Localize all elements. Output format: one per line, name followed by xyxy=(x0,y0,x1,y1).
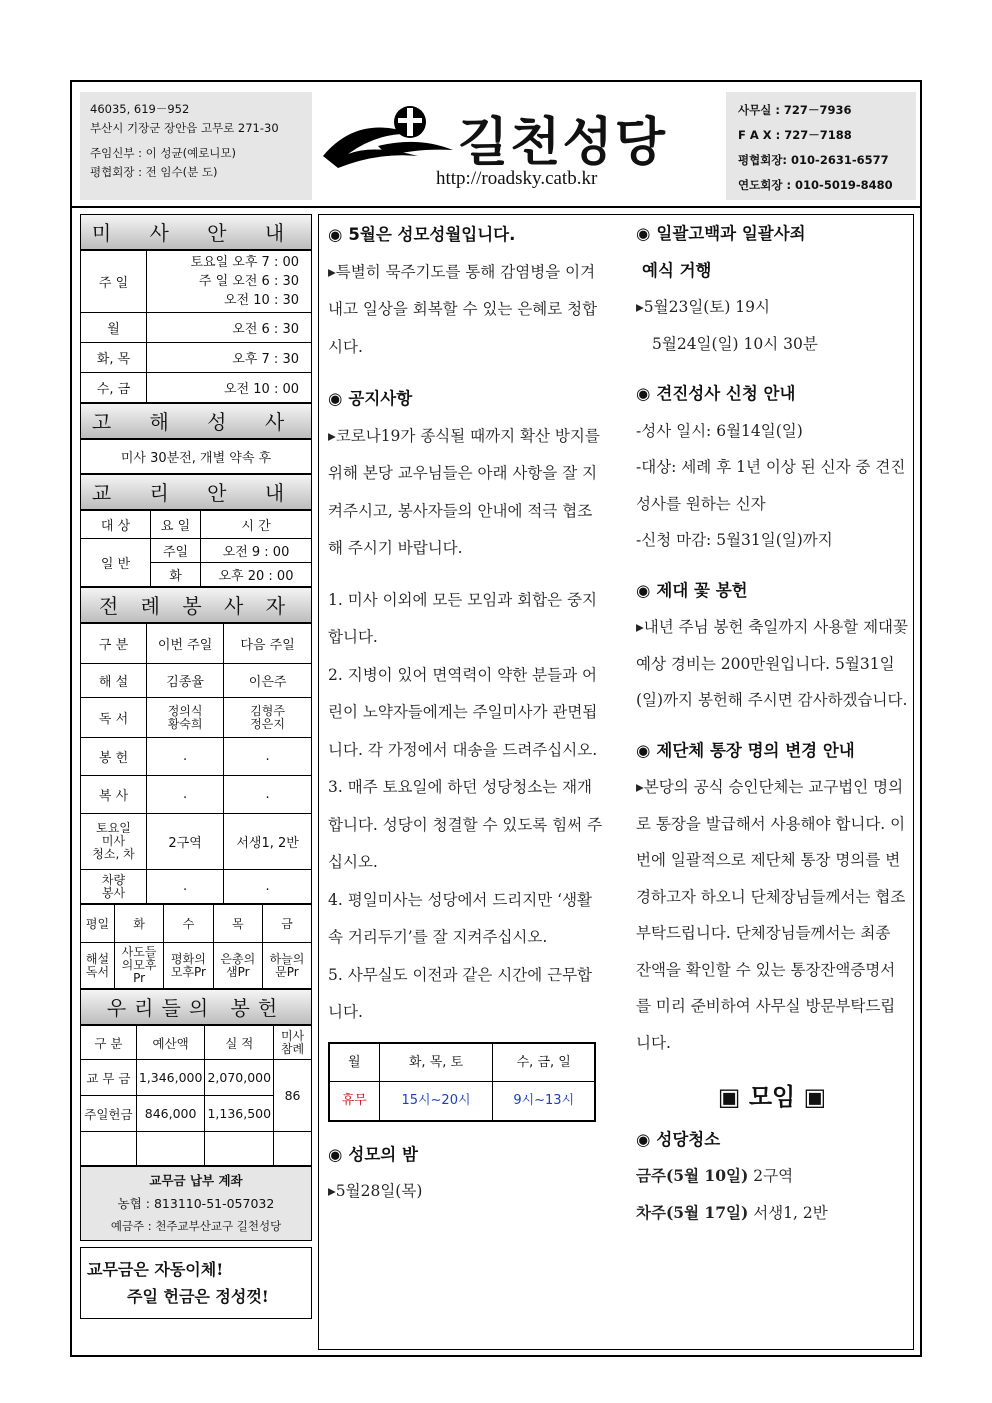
office-closed: 휴무 xyxy=(329,1082,379,1121)
col-header: 요 일 xyxy=(151,511,201,539)
section-body: ▸내년 주님 봉헌 축일까지 사용할 제대꽃 예상 경비는 200만원입니다. 5월31일(일)까지 봉헌해 주시면 감사하겠습니다. xyxy=(636,618,908,709)
cleaning-group: 2구역 xyxy=(748,1167,794,1185)
section-title: 제대 꽃 봉헌 xyxy=(656,580,748,600)
catechism-title: 교 리 안 내 xyxy=(80,474,312,510)
weekday-cell: 은총의 샘Pr xyxy=(213,943,262,989)
next-week: . xyxy=(224,870,312,904)
notice-item: 5. 사무실도 이전과 같은 시간에 근무합니다. xyxy=(328,965,593,1021)
role: 복 사 xyxy=(81,776,147,814)
col-header: 예산액 xyxy=(136,1026,205,1060)
role: 독 서 xyxy=(81,698,147,738)
catechism-table xyxy=(80,510,312,587)
bullet-circle-icon: ◉ xyxy=(636,224,651,243)
offering-label: 교 무 금 xyxy=(81,1060,137,1096)
next-week: 서생1, 2반 xyxy=(224,814,312,870)
section-title: 성당청소 xyxy=(656,1129,721,1149)
catechism-target: 일 반 xyxy=(81,539,151,587)
col-header: 화 xyxy=(115,905,164,943)
bullet-circle-icon: ◉ xyxy=(328,225,343,244)
section-body: ▸특별히 묵주기도를 통해 감염병을 이겨내고 일상을 회복할 수 있는 은혜로 청합시다. xyxy=(328,262,598,356)
section-title: 일괄고백과 일괄사죄 xyxy=(656,224,806,243)
account-holder: 예금주 : 천주교부산교구 길천성당 xyxy=(110,1219,282,1233)
fax: F A X : 727－7188 xyxy=(738,128,852,142)
bullet-circle-icon: ◉ xyxy=(328,389,343,408)
role: 봉 헌 xyxy=(81,738,147,776)
header-right-contacts xyxy=(726,92,916,200)
account-number: 농협 : 813110-51-057032 xyxy=(117,1196,275,1211)
mass-time: 오전 6 : 30 xyxy=(147,313,312,343)
notice-item: 3. 매주 토요일에 하던 성당청소는 재개합니다. 성당이 청결할 수 있도록 힘써 주십시오. xyxy=(328,778,603,871)
catechism-time: 오전 9 : 00 xyxy=(201,539,312,563)
col-header: 목 xyxy=(213,905,262,943)
account-box xyxy=(80,1166,312,1241)
notice-item: 4. 평일미사는 성당에서 드리지만 ‘생활속 거리두기’를 잘 지켜주십시오. xyxy=(328,890,593,946)
bullet-circle-icon: ◉ xyxy=(636,384,651,403)
col-header: 시 간 xyxy=(201,511,312,539)
slogan-box xyxy=(80,1247,312,1319)
confirmation-line: -대상: 세례 후 1년 이상 된 신자 중 견진성사를 원하는 신자 xyxy=(636,458,906,513)
next-week: 김형주 정은지 xyxy=(224,698,312,738)
col-header: 월 xyxy=(329,1043,379,1082)
confirmation-line: -신청 마감: 5월31일(일)까지 xyxy=(636,531,833,549)
next-week: 이은주 xyxy=(224,664,312,698)
offering-actual: 1,136,500 xyxy=(205,1096,274,1132)
office-hours-table xyxy=(328,1042,596,1122)
this-week: . xyxy=(147,738,224,776)
this-week: . xyxy=(147,776,224,814)
this-week: 정의식 황숙희 xyxy=(147,698,224,738)
servers-table xyxy=(80,623,312,904)
weekday-table xyxy=(80,904,312,989)
bullet-circle-icon: ◉ xyxy=(636,740,651,760)
confession-title: 고 해 성 사 xyxy=(80,403,312,439)
mass-day: 수, 금 xyxy=(81,373,147,403)
section-title: 제단체 통장 명의 변경 안내 xyxy=(656,740,855,760)
next-week: . xyxy=(224,738,312,776)
offering-budget: 1,346,000 xyxy=(136,1060,205,1096)
right-column xyxy=(636,216,908,1231)
catechism-day: 주일 xyxy=(151,539,201,563)
cleaning-group: 서생1, 2반 xyxy=(748,1203,828,1222)
offering-label: 주일헌금 xyxy=(81,1096,137,1132)
sat-time: 토요일 오후 7 : 00 xyxy=(190,255,299,270)
schedule-line: ▸5월23일(토) 19시 xyxy=(636,298,771,316)
yeondo-phone: 연도회장 : 010-5019-8480 xyxy=(738,178,893,192)
next-week: . xyxy=(224,776,312,814)
weekday-cell: 평화의 모후Pr xyxy=(164,943,214,989)
notice-intro: ▸코로나19가 종식될 때까지 확산 방지를 위해 본당 교우님들은 아래 사항을 잘 지켜주시고, 봉사자들의 안내에 적극 협조해 주시기 바랍니다. xyxy=(328,426,600,557)
this-week: . xyxy=(147,870,224,904)
bullet-circle-icon: ◉ xyxy=(636,580,651,600)
section-title-cont: 예식 거행 xyxy=(642,260,712,280)
section-title: 5월은 성모성월입니다. xyxy=(348,225,516,244)
offering-budget: 846,000 xyxy=(136,1096,205,1132)
sun-time-1: 주 일 오전 6 : 30 xyxy=(198,274,299,289)
role: 토요일 미사 청소, 차 xyxy=(81,814,147,870)
weekday-label: 해설 독서 xyxy=(81,943,115,989)
col-header: 금 xyxy=(262,905,311,943)
section-title: 성모의 밤 xyxy=(348,1144,418,1164)
mass-day: 월 xyxy=(81,313,147,343)
pastor: 주임신부 : 이 성균(예로니모) xyxy=(90,146,237,160)
section-body: ▸5월28일(목) xyxy=(328,1182,423,1200)
offering-table xyxy=(80,1025,312,1166)
col-header: 수, 금, 일 xyxy=(493,1043,595,1082)
address-line: 부산시 기장군 장안읍 고무로 271-30 xyxy=(90,121,279,135)
mass-day: 화, 목 xyxy=(81,343,147,373)
weekday-cell: 하늘의 문Pr xyxy=(262,943,311,989)
mass-table xyxy=(80,250,312,403)
col-header: 구 분 xyxy=(81,1026,137,1060)
notice-item: 2. 지병이 있어 면역력이 약한 분들과 어린이 노약자들에게는 주일미사가 관면됩니다. 각 가정에서 대송을 드려주십시오. xyxy=(328,665,598,759)
header-divider xyxy=(72,206,920,208)
col-header: 다음 주일 xyxy=(224,624,312,664)
this-week: 김종율 xyxy=(147,664,224,698)
col-header: 이번 주일 xyxy=(147,624,224,664)
mass-time: 오후 7 : 30 xyxy=(147,343,312,373)
office-hours: 15시~20시 xyxy=(379,1082,493,1121)
cleaning-week: 차주(5월 17일) xyxy=(636,1202,749,1222)
catechism-day: 화 xyxy=(151,563,201,587)
col-header: 미사 참례 xyxy=(274,1026,312,1060)
left-column xyxy=(80,214,312,1319)
mass-time: 오전 10 : 00 xyxy=(147,373,312,403)
role: 해 설 xyxy=(81,664,147,698)
office-hours: 9시~13시 xyxy=(493,1082,595,1121)
middle-column xyxy=(328,216,603,1211)
this-week: 2구역 xyxy=(147,814,224,870)
bullet-circle-icon: ◉ xyxy=(636,1129,651,1149)
account-title: 교무금 납부 계좌 xyxy=(149,1173,243,1188)
confession-text: 미사 30분전, 개별 약속 후 xyxy=(81,440,312,474)
servers-title: 전 례 봉 사 자 xyxy=(80,587,312,623)
attendance: 86 xyxy=(274,1060,312,1132)
role: 차량 봉사 xyxy=(81,870,147,904)
bullet-circle-icon: ◉ xyxy=(328,1144,343,1164)
header-left-info xyxy=(80,92,312,200)
sun-time-2: 오전 10 : 30 xyxy=(224,293,299,308)
col-header: 구 분 xyxy=(81,624,147,664)
offering-actual: 2,070,000 xyxy=(205,1060,274,1096)
col-header: 화, 목, 토 xyxy=(379,1043,493,1082)
address-zip: 46035, 619－952 xyxy=(90,102,190,116)
slogan-line: 교무금은 자동이체! xyxy=(87,1260,224,1279)
section-title: 견진성사 신청 안내 xyxy=(656,384,796,403)
logo-area xyxy=(318,92,718,200)
office-phone: 사무실 : 727－7936 xyxy=(738,103,852,117)
section-body: ▸본당의 공식 승인단체는 교구법인 명의로 통장을 발급해서 사용해야 합니다. 이번에 일괄적으로 제단체 통장 명의를 변경하고자 하오니 단체장님들께서는 협조 부탁드립니다. 단체장님들께서는 최종 잔액을 확인할 수 있는 통장잔액증명서를 미리 준비하여 사무실 방문부탁드립니다. xyxy=(636,778,906,1052)
section-title: 공지사항 xyxy=(348,389,413,408)
council-president: 평협회장 : 전 임수(분 도) xyxy=(90,165,218,179)
cleaning-week: 금주(5월 10일) xyxy=(636,1166,749,1185)
offering-title: 우리들의 봉헌 xyxy=(80,989,312,1025)
schedule-line: 5월24일(일) 10시 30분 xyxy=(652,334,818,353)
col-header: 대 상 xyxy=(81,511,151,539)
col-header: 실 적 xyxy=(205,1026,274,1060)
col-header: 평일 xyxy=(81,905,115,943)
church-url[interactable]: http://roadsky.catb.kr xyxy=(436,168,598,189)
sunday-label: 주 일 xyxy=(81,251,147,313)
col-header: 수 xyxy=(164,905,214,943)
confirmation-line: -성사 일시: 6월14일(일) xyxy=(636,421,803,440)
meeting-heading: ▣ 모임 ▣ xyxy=(717,1083,827,1111)
catechism-time: 오후 20 : 00 xyxy=(201,563,312,587)
slogan-line: 주일 헌금은 정성껏! xyxy=(127,1287,269,1306)
mass-title: 미 사 안 내 xyxy=(80,214,312,250)
church-title: 길천성당 xyxy=(458,113,667,173)
notice-item: 1. 미사 이외에 모든 모임과 회합은 중지합니다. xyxy=(328,590,597,646)
president-phone: 평협회장: 010-2631-6577 xyxy=(738,153,889,167)
weekday-cell: 사도들 의모후 Pr xyxy=(115,943,164,989)
